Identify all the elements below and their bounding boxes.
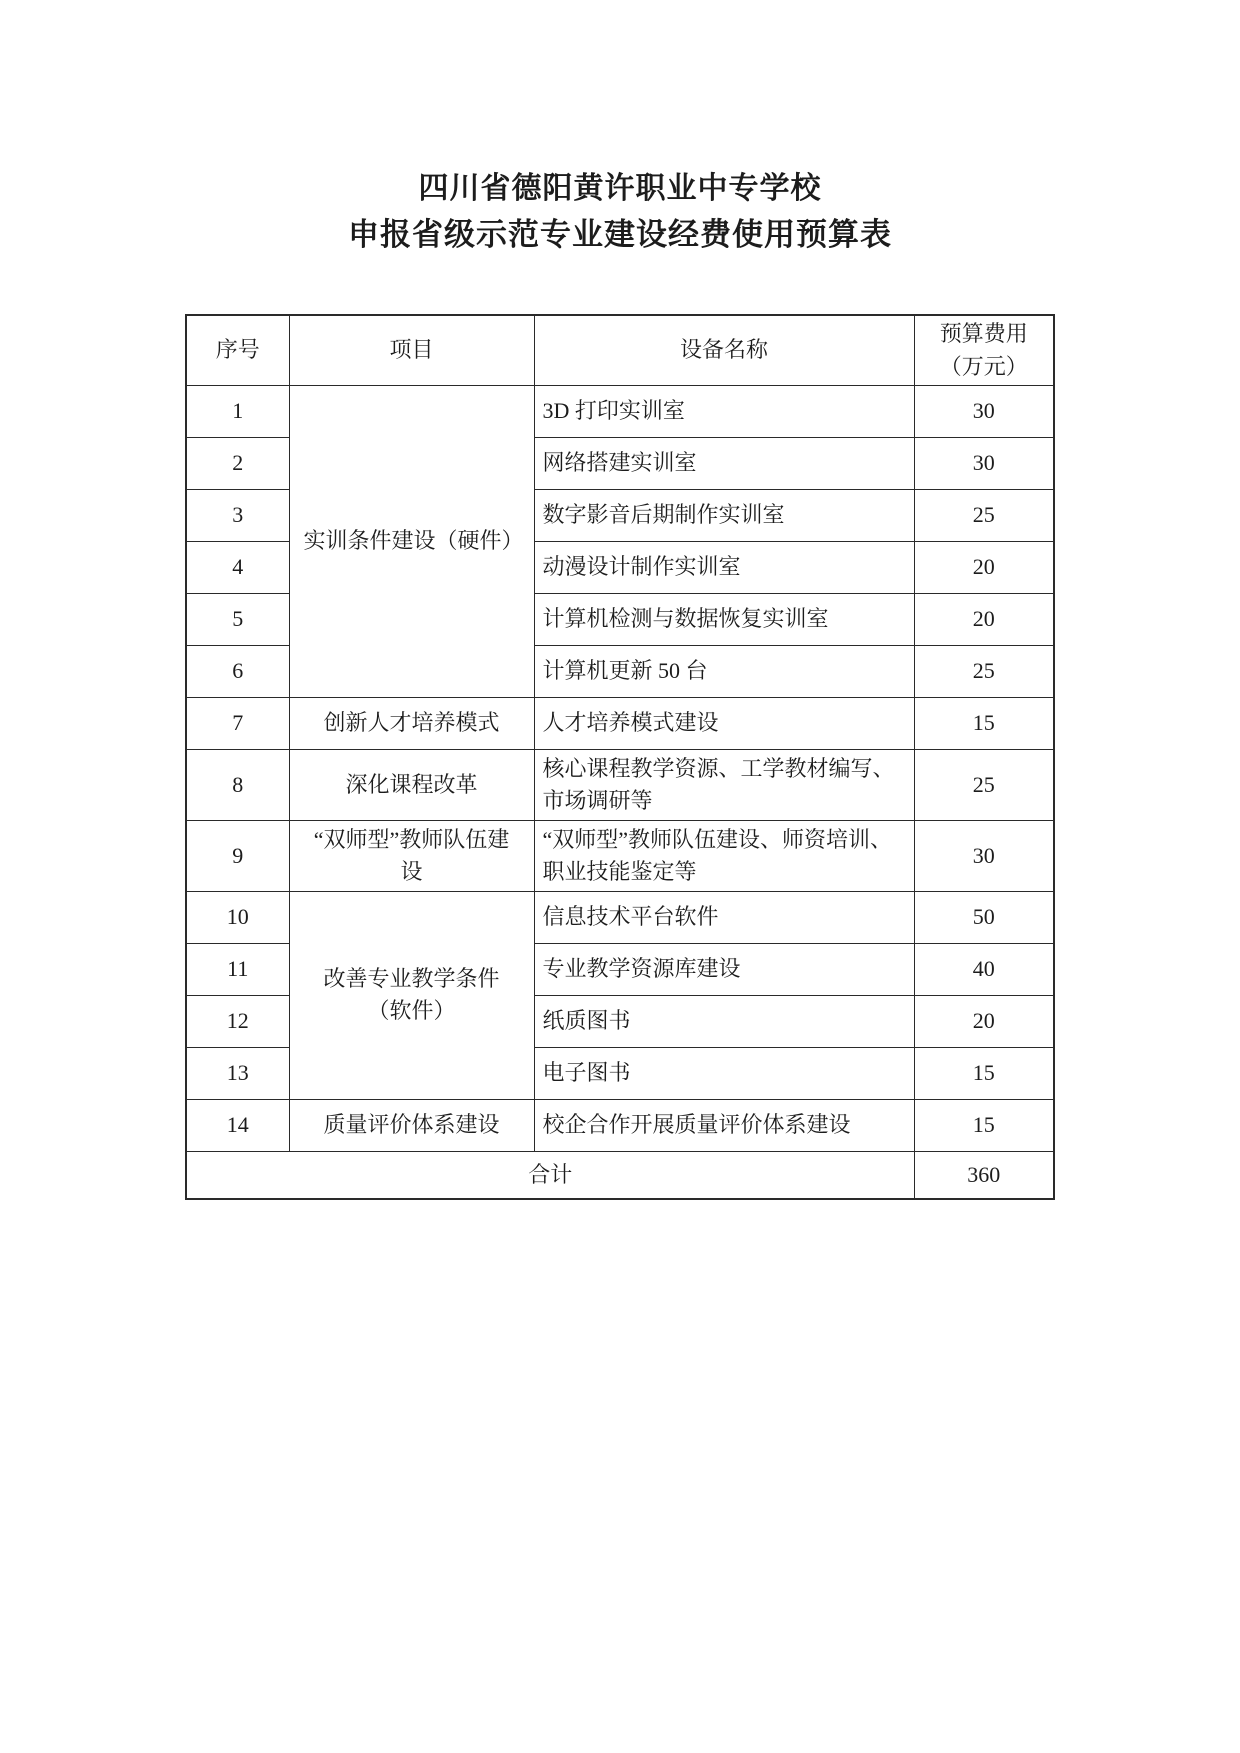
cell-no: 1 xyxy=(186,385,289,437)
cell-budget: 30 xyxy=(914,385,1054,437)
cell-project: 深化课程改革 xyxy=(289,749,534,820)
cell-project-hardware: 实训条件建设（硬件） xyxy=(289,385,534,697)
cell-budget: 20 xyxy=(914,541,1054,593)
total-row xyxy=(186,1151,1054,1199)
cell-device: 动漫设计制作实训室 xyxy=(534,541,914,593)
total-value-cell: 360 xyxy=(914,1151,1054,1199)
page-title-line1: 四川省德阳黄许职业中专学校 xyxy=(418,172,822,205)
cell-project: 创新人才培养模式 xyxy=(289,697,534,749)
cell-no: 11 xyxy=(186,943,289,995)
cell-device: 信息技术平台软件 xyxy=(534,891,914,943)
cell-no: 4 xyxy=(186,541,289,593)
cell-budget: 50 xyxy=(914,891,1054,943)
cell-device: 计算机检测与数据恢复实训室 xyxy=(534,593,914,645)
page-title xyxy=(0,166,1240,258)
cell-device: 计算机更新 50 台 xyxy=(534,645,914,697)
cell-no: 9 xyxy=(186,820,289,891)
cell-project-software: 改善专业教学条件（软件） xyxy=(289,891,534,1099)
cell-device: 网络搭建实训室 xyxy=(534,437,914,489)
budget-table xyxy=(185,314,1055,1200)
cell-device: 专业教学资源库建设 xyxy=(534,943,914,995)
table-row xyxy=(186,697,1054,749)
header-cell-device: 设备名称 xyxy=(534,315,914,385)
header-cell-budget xyxy=(914,315,1054,385)
cell-project: 质量评价体系建设 xyxy=(289,1099,534,1151)
cell-budget: 20 xyxy=(914,995,1054,1047)
cell-device: 数字影音后期制作实训室 xyxy=(534,489,914,541)
cell-device: 纸质图书 xyxy=(534,995,914,1047)
table-row xyxy=(186,385,1054,437)
cell-device: “双师型”教师队伍建设、师资培训、职业技能鉴定等 xyxy=(534,820,914,891)
total-label-cell: 合计 xyxy=(186,1151,914,1199)
cell-budget: 15 xyxy=(914,1047,1054,1099)
cell-budget: 25 xyxy=(914,749,1054,820)
cell-no: 3 xyxy=(186,489,289,541)
cell-device: 人才培养模式建设 xyxy=(534,697,914,749)
table-row xyxy=(186,1099,1054,1151)
cell-budget: 15 xyxy=(914,1099,1054,1151)
cell-device: 核心课程教学资源、工学教材编写、市场调研等 xyxy=(534,749,914,820)
cell-no: 14 xyxy=(186,1099,289,1151)
header-row xyxy=(186,315,1054,385)
cell-no: 5 xyxy=(186,593,289,645)
header-budget-line1: 预算费用 xyxy=(939,321,1028,347)
cell-budget: 40 xyxy=(914,943,1054,995)
table-row xyxy=(186,820,1054,891)
cell-device: 3D 打印实训室 xyxy=(534,385,914,437)
cell-no: 7 xyxy=(186,697,289,749)
page-title-line2: 申报省级示范专业建设经费使用预算表 xyxy=(348,217,892,252)
cell-budget: 25 xyxy=(914,645,1054,697)
cell-no: 13 xyxy=(186,1047,289,1099)
table-row xyxy=(186,891,1054,943)
cell-device: 校企合作开展质量评价体系建设 xyxy=(534,1099,914,1151)
cell-no: 12 xyxy=(186,995,289,1047)
cell-budget: 30 xyxy=(914,820,1054,891)
header-cell-no: 序号 xyxy=(186,315,289,385)
cell-project: “双师型”教师队伍建设 xyxy=(289,820,534,891)
header-budget-line2: （万元） xyxy=(939,354,1028,380)
cell-budget: 20 xyxy=(914,593,1054,645)
cell-no: 8 xyxy=(186,749,289,820)
cell-no: 2 xyxy=(186,437,289,489)
cell-budget: 30 xyxy=(914,437,1054,489)
cell-budget: 25 xyxy=(914,489,1054,541)
header-cell-project: 项目 xyxy=(289,315,534,385)
cell-no: 6 xyxy=(186,645,289,697)
table-row xyxy=(186,749,1054,820)
cell-device: 电子图书 xyxy=(534,1047,914,1099)
cell-no: 10 xyxy=(186,891,289,943)
cell-budget: 15 xyxy=(914,697,1054,749)
